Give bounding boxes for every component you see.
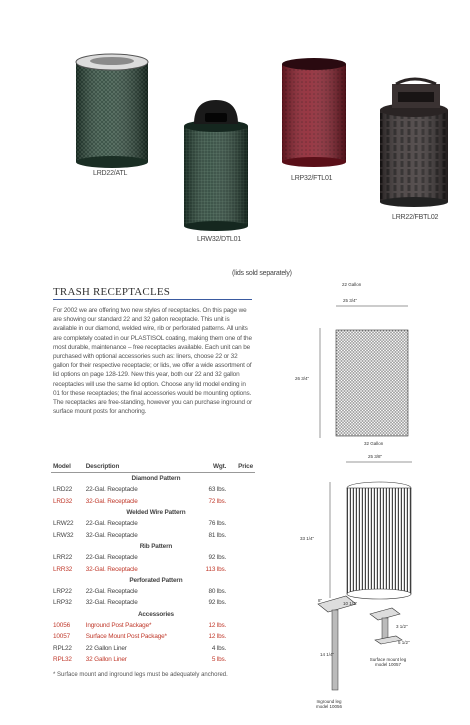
product-photos xyxy=(0,0,470,290)
table-row xyxy=(51,563,255,574)
table-row xyxy=(51,654,255,665)
cell-weight: 76 lbs. xyxy=(208,520,227,528)
dimension-diagrams xyxy=(280,280,470,720)
diagram-32-gallon xyxy=(330,462,412,599)
table-row xyxy=(51,496,255,507)
cell-weight: 12 lbs. xyxy=(208,622,227,629)
cell-model: RPL22 xyxy=(53,644,72,652)
footnote: * Surface mount and inground legs must be adequately anchored. xyxy=(53,672,228,678)
cell-weight: 5 lbs. xyxy=(211,655,227,663)
cell-weight: 113 lbs. xyxy=(205,565,227,573)
section-title: TRASH RECEPTACLES xyxy=(53,286,171,298)
title-rule xyxy=(53,299,252,300)
cell-model: LRR22 xyxy=(53,554,73,562)
cell-model: LRP32 xyxy=(53,599,72,607)
cell-description: 22-Gal. Receptacle xyxy=(85,486,138,494)
cell-weight: 92 lbs. xyxy=(208,554,227,562)
dimension-width-32: 25 3/8" xyxy=(368,454,383,459)
group-name: Welded Wire Pattern xyxy=(126,509,186,517)
receptacle-photo-lrp32 xyxy=(282,58,346,167)
cell-model: 10057 xyxy=(53,633,71,641)
diagram-post-mounts xyxy=(318,596,402,690)
group-row xyxy=(51,473,255,485)
table-row xyxy=(51,642,255,653)
post-dimension-plate: 3 1/2" xyxy=(396,624,408,629)
cell-weight: 80 lbs. xyxy=(208,588,227,596)
receptacle-photo-lrw32 xyxy=(184,100,248,231)
column-header-price: Price xyxy=(228,460,255,473)
cell-model: LRR32 xyxy=(53,565,73,573)
dimension-height-32: 33 1/4" xyxy=(300,536,315,541)
inground-label: Inground leg model 10056 xyxy=(315,699,343,709)
product-code-label: LRD22/ATL xyxy=(93,170,128,177)
cell-description: 32-Gal. Receptacle xyxy=(85,599,138,607)
dimension-width-22: 25 3/4" xyxy=(343,298,358,303)
cell-model: LRW32 xyxy=(53,531,74,539)
cell-weight: 92 lbs. xyxy=(208,599,227,607)
cell-description: 22 Gallon Liner xyxy=(85,644,127,652)
cell-model: LRP22 xyxy=(53,588,72,596)
cell-weight: 81 lbs. xyxy=(208,531,227,539)
cell-weight: 12 lbs. xyxy=(208,633,227,641)
table-row xyxy=(51,586,255,597)
lids-note: (lids sold separately) xyxy=(232,270,292,277)
product-code-label: LRP32/FTL01 xyxy=(291,175,333,182)
post-dimension-inground: 14 1/4" xyxy=(320,652,335,657)
surface-mount-label: Surface mount leg model 10057 xyxy=(369,657,407,667)
post-dimension-w1: 8" xyxy=(318,598,323,603)
cell-model: LRW22 xyxy=(53,520,74,528)
cell-model: 10056 xyxy=(53,622,71,629)
group-row xyxy=(51,575,255,586)
cell-description: 32-Gal. Receptacle xyxy=(85,565,138,573)
group-name: Diamond Pattern xyxy=(131,475,181,483)
cell-model: LRD32 xyxy=(53,497,73,505)
cell-description: 22-Gal. Receptacle xyxy=(85,554,138,562)
group-name: Perforated Pattern xyxy=(129,576,183,584)
column-header-model: Model xyxy=(51,460,84,473)
column-header-description: Description xyxy=(84,460,185,473)
group-row xyxy=(51,507,255,518)
table-row xyxy=(51,620,255,631)
dimension-height-22: 26 3/4" xyxy=(295,376,310,381)
cell-description: 22-Gal. Receptacle xyxy=(85,588,138,596)
group-row xyxy=(51,609,255,620)
cell-description: Surface Mount Post Package* xyxy=(85,633,167,641)
table-row xyxy=(51,484,255,495)
spec-table xyxy=(51,460,255,665)
cell-description: 32-Gal. Receptacle xyxy=(85,497,138,505)
receptacle-photo-lrr22 xyxy=(380,79,448,207)
cell-description: 22-Gal. Receptacle xyxy=(85,520,138,528)
description-paragraph: For 2002 we are offering two new styles of receptacles. On this page we are showing our standard 22 and 32 gallon receptacle. This unit is available in our diamond, welded wire, rib or perforated patterns. All units are completely coated in our PLASTISOL coating, making them one of the most durable, maintenance – free receptacles available. Each unit can be purchased with optional accessories such as: liners, choose 22 or 32 gallon for their respective receptacle; or lids, we offer a wide assortment of lid options on page 128-129. New this year, both our 22 and 32 gallon receptacles will use the same lid option. Choose any lid model ending in 01 for these receptacles; the final accessories would be mounting options. The receptacles are free-standing, however you can purchase inground or surface mount posts for anchoring. xyxy=(53,307,252,416)
group-name: Rib Pattern xyxy=(139,542,173,550)
product-code-label: LRR22/FBTL02 xyxy=(392,214,439,221)
cell-description: 32-Gal. Receptacle xyxy=(85,531,138,539)
post-dimension-w2: 10 1/2" xyxy=(343,601,358,606)
cell-weight: 4 lbs. xyxy=(211,644,227,652)
diagram-title-22: 22 Gallon xyxy=(342,282,362,287)
group-name: Accessories xyxy=(137,610,174,618)
cell-model: LRD22 xyxy=(53,486,73,494)
cell-description: Inground Post Package* xyxy=(85,622,152,629)
post-dimension-surface: 5 1/2" xyxy=(398,640,410,645)
cell-description: 32 Gallon Liner xyxy=(85,655,127,663)
table-row xyxy=(51,597,255,608)
cell-weight: 72 lbs. xyxy=(208,497,227,505)
table-header-row xyxy=(51,460,255,473)
cell-weight: 63 lbs. xyxy=(208,486,227,494)
diagram-title-32: 32 Gallon xyxy=(364,441,384,446)
receptacle-photo-lrd22 xyxy=(76,54,148,168)
diagram-22-gallon xyxy=(320,306,408,438)
table-row xyxy=(51,631,255,642)
group-row xyxy=(51,541,255,552)
column-header-weight: Wgt. xyxy=(185,460,228,473)
table-row xyxy=(51,518,255,529)
table-row xyxy=(51,529,255,540)
table-row xyxy=(51,552,255,563)
product-code-label: LRW32/DTL01 xyxy=(197,236,241,243)
cell-model: RPL32 xyxy=(53,655,72,663)
